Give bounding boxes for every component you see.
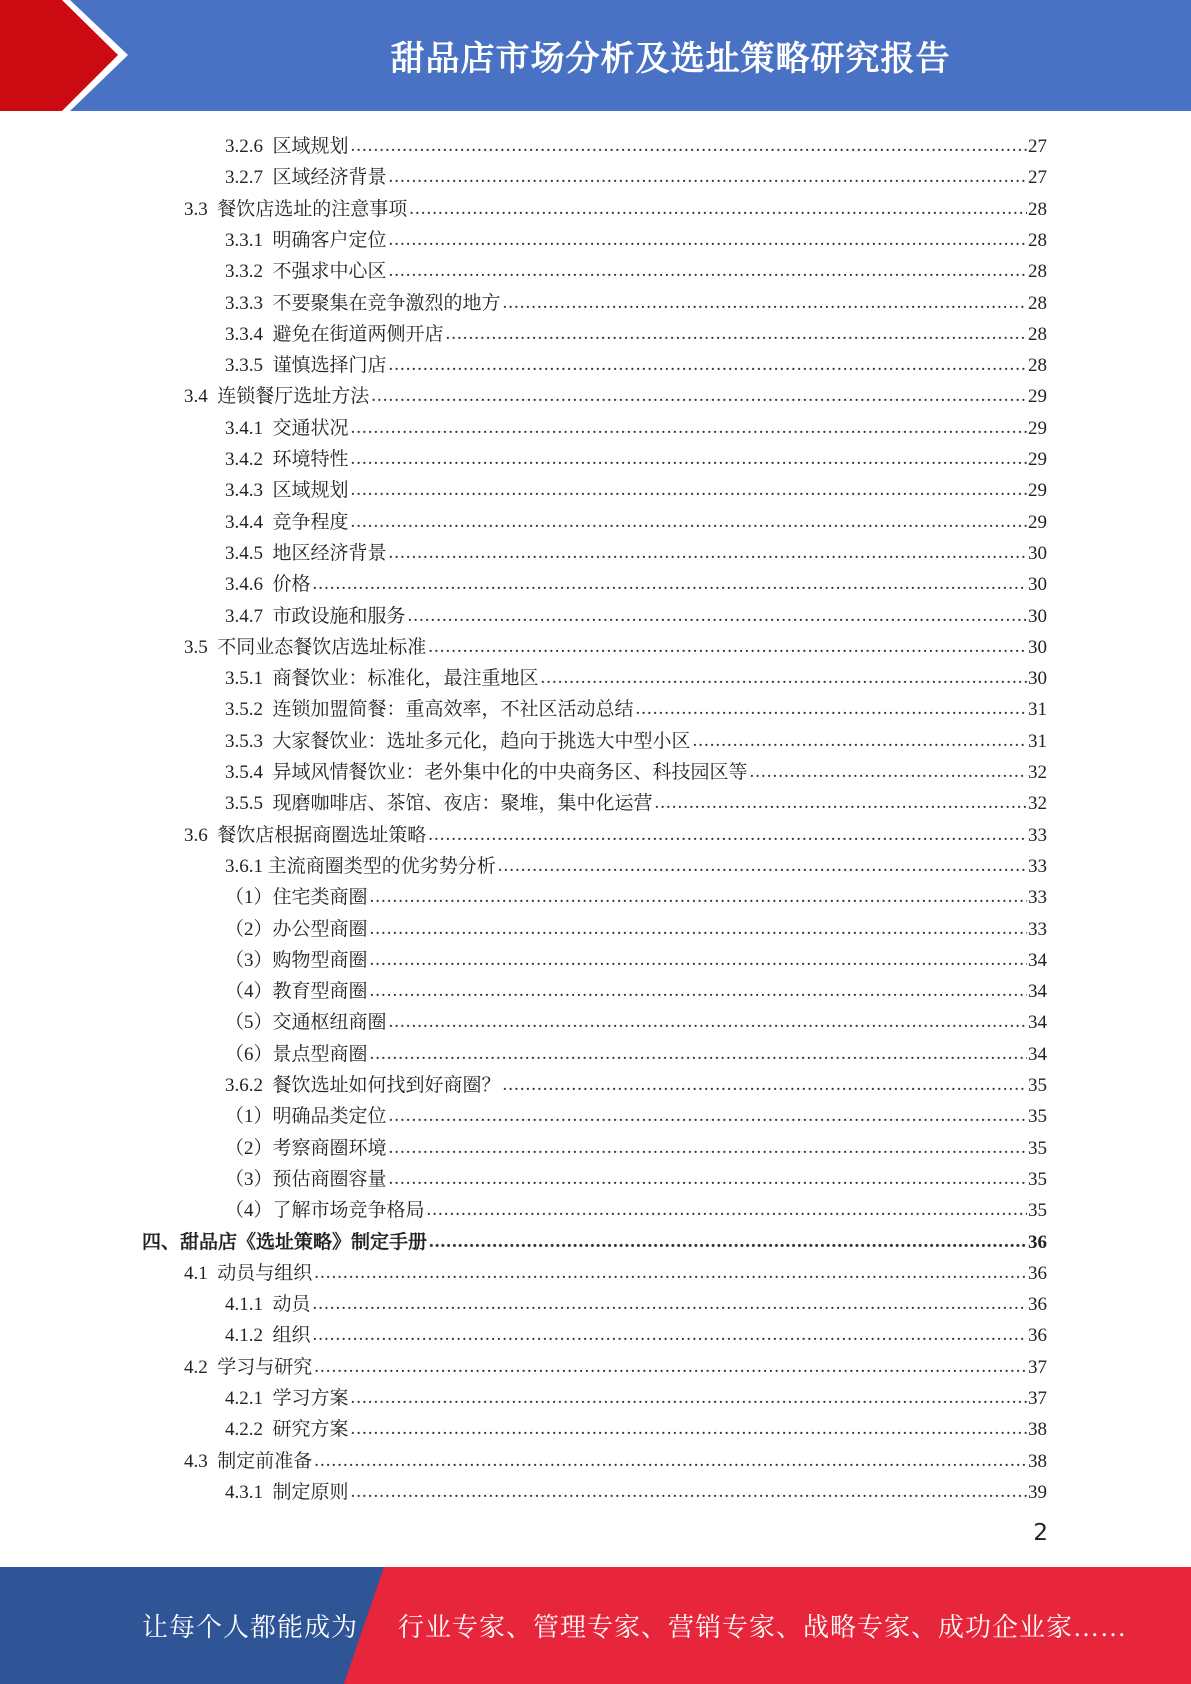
toc-entry[interactable] [225,847,1047,878]
toc-leader-dots [351,479,1027,501]
toc-entry[interactable] [225,503,1047,534]
toc-leader-dots [370,886,1027,908]
toc-entry[interactable] [225,1191,1047,1222]
toc-entry-page: 30 [1028,605,1047,627]
toc-entry-page: 29 [1028,417,1047,439]
footer-slogan-left: 让每个人都能成为 [142,1613,359,1642]
toc-entry[interactable] [184,190,1047,221]
toc-entry[interactable] [184,816,1047,847]
toc-entry[interactable] [225,158,1047,189]
toc-leader-dots [446,323,1027,345]
toc-entry-title: （2）考察商圈环境 [225,1137,387,1159]
toc-entry-title: （4）教育型商圈 [225,981,368,1003]
toc-entry-title: 4.2.2 研究方案 [225,1419,349,1441]
toc-entry[interactable] [225,315,1047,346]
toc-entry-title: 4.1.1 动员 [225,1294,311,1316]
toc-entry-page: 33 [1028,918,1047,940]
toc-leader-dots [370,918,1027,940]
toc-entry[interactable] [225,534,1047,565]
toc-leader-dots [314,1450,1027,1472]
toc-entry-page: 34 [1028,1012,1047,1034]
toc-leader-dots [389,1011,1027,1033]
toc-leader-dots [429,1231,1027,1253]
toc-entry-title: 3.3.1 明确客户定位 [225,229,387,251]
toc-entry-title: 3.6 餐饮店根据商圈选址策略 [184,824,427,846]
toc-entry-page: 36 [1028,1262,1047,1284]
toc-entry-page: 32 [1028,762,1047,783]
toc-entry[interactable] [225,1003,1047,1034]
toc-entry-title: 3.5 不同业态餐饮店选址标准 [184,636,427,658]
toc-leader-dots [541,667,1027,689]
toc-entry-title: （6）景点型商圈 [225,1043,368,1065]
toc-entry-page: 37 [1028,1388,1047,1409]
toc-entry[interactable] [225,471,1047,502]
toc-leader-dots [428,824,1027,846]
toc-entry[interactable] [225,346,1047,377]
toc-leader-dots [693,730,1027,752]
toc-entry-page: 36 [1028,1325,1047,1347]
toc-entry[interactable] [225,690,1047,721]
toc-entry[interactable] [184,1442,1047,1473]
toc-entry-title: （2）办公型商圈 [225,918,368,940]
toc-leader-dots [389,354,1027,376]
toc-entry[interactable] [225,221,1047,252]
toc-leader-dots [351,1418,1027,1440]
toc-entry-page: 34 [1028,1043,1047,1065]
toc-leader-dots [389,229,1027,251]
toc-entry[interactable] [225,1160,1047,1191]
toc-leader-dots [409,198,1027,220]
toc-leader-dots [314,1356,1027,1378]
toc-entry-page: 28 [1028,261,1047,283]
toc-entry-title: 3.4.2 环境特性 [225,449,349,470]
toc-leader-dots [428,636,1027,658]
toc-leader-dots [427,1199,1027,1221]
toc-entry[interactable] [225,784,1047,815]
toc-leader-dots [389,542,1027,564]
toc-leader-dots [389,1105,1027,1127]
toc-entry-page: 28 [1028,292,1047,314]
toc-entry[interactable] [225,753,1047,784]
toc-entry-page: 29 [1028,449,1047,470]
toc-entry-title: 3.4.7 市政设施和服务 [225,605,406,627]
toc-leader-dots [498,855,1027,877]
toc-leader-dots [389,1168,1027,1190]
toc-entry-title: 3.6.1 主流商圈类型的优劣势分析 [225,855,496,877]
toc-entry[interactable] [225,1035,1047,1066]
page-footer [0,1567,1191,1684]
toc-entry-title: 3.4.5 地区经济背景 [225,542,387,564]
toc-entry-page: 31 [1028,730,1047,752]
toc-entry-page: 28 [1028,323,1047,345]
toc-entry-title: 3.3.5 谨慎选择门店 [225,355,387,377]
toc-entry[interactable] [225,972,1047,1003]
toc-leader-dots [313,1293,1027,1315]
toc-entry-page: 37 [1028,1356,1047,1378]
toc-entry[interactable] [225,1129,1047,1160]
toc-entry[interactable] [225,284,1047,315]
toc-leader-dots [314,1262,1027,1284]
toc-entry-page: 27 [1028,167,1047,189]
toc-entry[interactable] [184,1348,1047,1379]
toc-entry-title: （4）了解市场竞争格局 [225,1200,425,1222]
toc-entry-title: 4.3 制定前准备 [184,1450,313,1472]
toc-entry[interactable] [225,1379,1047,1410]
toc-entry-title: 3.4.6 价格 [225,574,311,596]
toc-entry[interactable] [225,941,1047,972]
toc-entry-title: 3.3.3 不要聚集在竞争激烈的地方 [225,292,501,314]
toc-entry-title: 4.3.1 制定原则 [225,1481,349,1503]
toc-entry-page: 30 [1028,668,1047,690]
toc-entry[interactable] [184,628,1047,659]
chevron-arrow-icon [0,0,160,111]
toc-entry-title: 3.4.4 竞争程度 [225,511,349,533]
page-number: 2 [1033,1520,1048,1546]
toc-leader-dots [313,573,1027,595]
toc-leader-dots [351,417,1027,439]
toc-entry-page: 33 [1028,855,1047,877]
toc-entry-page: 30 [1028,542,1047,564]
toc-leader-dots [370,980,1027,1002]
toc-entry-page: 29 [1028,511,1047,533]
toc-entry-title: 3.5.3 大家餐饮业：选址多元化，趋向于挑选大中型小区 [225,730,691,752]
toc-entry[interactable] [225,878,1047,909]
toc-entry-title: （5）交通枢纽商圈 [225,1012,387,1034]
toc-entry[interactable] [225,722,1047,753]
toc-entry-page: 30 [1028,574,1047,596]
toc-entry-title: 四、甜品店《选址策略》制定手册 [142,1231,428,1253]
toc-entry[interactable] [225,409,1047,440]
toc-leader-dots [636,698,1027,720]
toc-entry-title: （1）住宅类商圈 [225,887,368,909]
toc-entry[interactable] [142,1223,1047,1254]
toc-entry-page: 35 [1028,1106,1047,1128]
toc-entry-title: （1）明确品类定位 [225,1106,387,1128]
toc-entry-page: 33 [1028,824,1047,846]
toc-leader-dots [408,605,1027,627]
toc-entry-title: 3.3 餐饮店选址的注意事项 [184,198,408,220]
toc-entry-title: 3.4 连锁餐厅选址方法 [184,386,370,408]
toc-entry-page: 30 [1028,636,1047,658]
toc-entry-title: 3.4.1 交通状况 [225,417,349,439]
document-title: 甜品店市场分析及选址策略研究报告 [390,39,951,79]
toc-leader-dots [351,135,1027,157]
toc-entry-page: 34 [1028,949,1047,971]
toc-entry-page: 32 [1028,793,1047,815]
toc-entry-page: 28 [1028,229,1047,251]
toc-entry[interactable] [225,127,1047,158]
toc-entry[interactable] [225,252,1047,283]
toc-leader-dots [351,511,1027,533]
page-header [0,0,1191,111]
toc-entry-page: 31 [1028,699,1047,721]
toc-entry-title: 3.4.3 区域规划 [225,480,349,502]
toc-entry-page: 27 [1028,136,1047,157]
toc-entry-page: 35 [1028,1137,1047,1159]
toc-leader-dots [503,292,1027,314]
toc-leader-dots [370,949,1027,971]
toc-leader-dots [351,448,1027,470]
toc-entry-title: 4.1 动员与组织 [184,1262,313,1284]
toc-entry-page: 28 [1028,355,1047,377]
toc-entry-title: 3.3.2 不强求中心区 [225,261,387,283]
toc-entry-page: 35 [1028,1075,1047,1096]
toc-leader-dots [371,385,1027,407]
toc-entry-page: 39 [1028,1481,1047,1503]
toc-entry-page: 35 [1028,1168,1047,1190]
toc-entry[interactable] [225,1097,1047,1128]
toc-entry-page: 38 [1028,1419,1047,1441]
toc-entry-title: 3.2.7 区域经济背景 [225,167,387,189]
toc-entry-title: 3.5.2 连锁加盟简餐：重高效率，不社区活动总结 [225,699,634,721]
toc-leader-dots [655,792,1027,814]
toc-entry[interactable] [225,1473,1047,1504]
toc-entry[interactable] [225,1066,1047,1097]
toc-leader-dots [351,1481,1027,1503]
toc-entry-title: 3.6.2 餐饮选址如何找到好商圈？ [225,1075,501,1096]
toc-entry-page: 36 [1028,1294,1047,1316]
toc-entry-title: 3.5.5 现磨咖啡店、茶馆、夜店：聚堆，集中化运营 [225,793,653,815]
toc-entry-title: 3.2.6 区域规划 [225,136,349,157]
toc-entry[interactable] [225,659,1047,690]
toc-entry-title: 4.2 学习与研究 [184,1356,313,1378]
toc-leader-dots [503,1074,1027,1096]
toc-entry-title: （3）购物型商圈 [225,949,368,971]
toc-entry[interactable] [225,565,1047,596]
toc-entry-title: 3.5.1 商餐饮业：标准化，最注重地区 [225,668,539,690]
toc-leader-dots [313,1324,1027,1346]
toc-entry-title: 4.1.2 组织 [225,1325,311,1347]
toc-leader-dots [370,1043,1027,1065]
toc-entry[interactable] [225,597,1047,628]
toc-entry[interactable] [225,1410,1047,1441]
toc-entry[interactable] [225,910,1047,941]
toc-leader-dots [750,761,1027,783]
toc-entry[interactable] [225,1316,1047,1347]
toc-entry-page: 36 [1028,1231,1047,1253]
toc-entry-title: 3.3.4 避免在街道两侧开店 [225,323,444,345]
toc-leader-dots [389,166,1027,188]
toc-entry-title: （3）预估商圈容量 [225,1168,387,1190]
toc-entry-page: 29 [1028,480,1047,502]
toc-leader-dots [389,1137,1027,1159]
toc-entry-page: 35 [1028,1200,1047,1222]
toc-entry-page: 38 [1028,1450,1047,1472]
toc-entry[interactable] [184,377,1047,408]
toc-entry-page: 29 [1028,386,1047,408]
toc-entry-page: 28 [1028,198,1047,220]
footer-slogan-right: 行业专家、管理专家、营销专家、战略专家、成功企业家…… [398,1613,1128,1642]
toc-leader-dots [389,260,1027,282]
toc-entry-title: 4.2.1 学习方案 [225,1388,349,1409]
toc-entry[interactable] [225,1285,1047,1316]
toc-entry-page: 33 [1028,887,1047,909]
toc-entry[interactable] [225,440,1047,471]
toc-entry-title: 3.5.4 异域风情餐饮业：老外集中化的中央商务区、科技园区等 [225,762,748,783]
toc-entry-page: 34 [1028,981,1047,1003]
toc-leader-dots [351,1387,1027,1409]
toc-entry[interactable] [184,1254,1047,1285]
